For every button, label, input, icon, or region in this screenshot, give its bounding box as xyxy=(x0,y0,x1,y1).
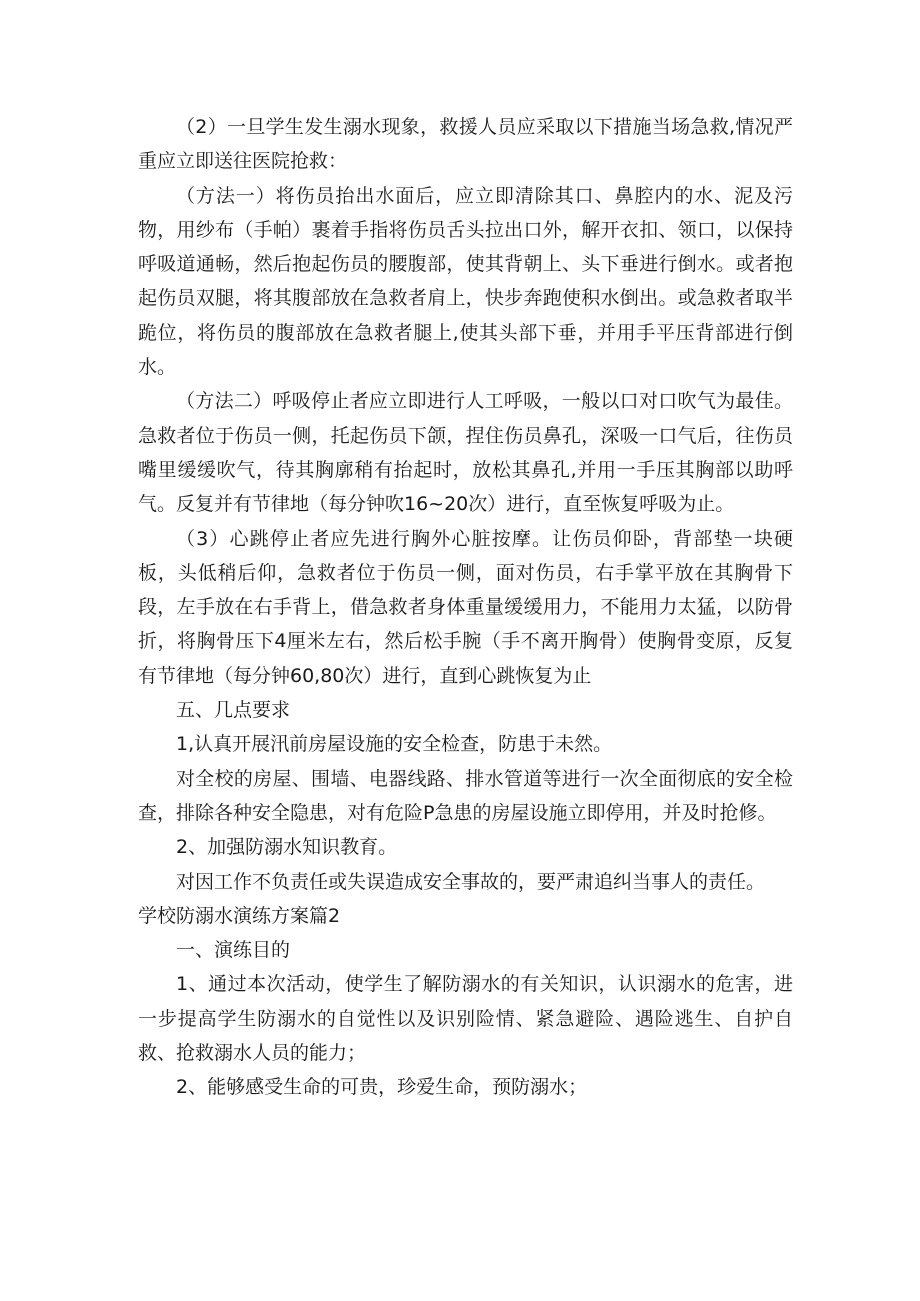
paragraph-rescue-measures: （2）一旦学生发生溺水现象，救援人员应采取以下措施当场急救,情况严重应立即送往医院抢救： xyxy=(138,116,793,173)
document-body xyxy=(138,110,793,1105)
paragraph-purpose-2: 2、能够感受生命的可贵，珍爱生命，预防溺水； xyxy=(176,1076,588,1099)
section-heading-requirements: 五、几点要求 xyxy=(176,699,291,722)
paragraph-safety-inspection: 对全校的房屋、围墙、电器线路、排水管道等进行一次全面彻底的安全检查，排除各种安全隐患，对有危险P急患的房屋设施立即停用，并及时抢修。 xyxy=(138,767,793,824)
paragraph-requirement-2: 2、加强防溺水知识教育。 xyxy=(176,836,398,859)
paragraph-requirement-1: 1,认真开展汛前房屋设施的安全检查，防患于未然。 xyxy=(176,733,613,756)
paragraph-cardiac-massage: （3）心跳停止者应先进行胸外心脏按摩。让伤员仰卧，背部垫一块硬板，头低稍后仰，急救者位于伤员一侧，面对伤员，右手掌平放在其胸骨下段，左手放在右手背上，借急救者身体重量缓缓用力，不能用力太猛，以防骨折，将胸骨压下4厘米左右，然后松手腕（手不离开胸骨）使胸骨变原，反复有节律地（每分钟60,80次）进行，直到心跳恢复为止 xyxy=(138,527,793,687)
paragraph-accountability: 对因工作不负责任或失误造成安全事故的，要严肃追纠当事人的责任。 xyxy=(176,870,766,893)
section-heading-drill-purpose: 一、演练目的 xyxy=(176,939,291,962)
paragraph-method-two: （方法二）呼吸停止者应立即进行人工呼吸，一般以口对口吹气为最佳。急救者位于伤员一侧，托起伤员下颌，捏住伤员鼻孔，深吸一口气后，往伤员嘴里缓缓吹气，待其胸廓稍有抬起时，放松其鼻孔,并用一手压其胸部以助呼气。反复并有节律地（每分钟吹16~20次）进行，直至恢复呼吸为止。 xyxy=(138,390,793,516)
paragraph-method-one: （方法一）将伤员抬出水面后，应立即清除其口、鼻腔内的水、泥及污物，用纱布（手帕）裹着手指将伤员舌头拉出口外，解开衣扣、领口，以保持呼吸道通畅，然后抱起伤员的腰腹部，使其背朝上、头下垂进行倒水。或者抱起伤员双腿，将其腹部放在急救者肩上，快步奔跑使积水倒出。或急救者取半跪位，将伤员的腹部放在急救者腿上,使其头部下垂，并用手平压背部进行倒水。 xyxy=(138,184,793,379)
document-section-title: 学校防溺水演练方案篇2 xyxy=(138,904,341,927)
paragraph-purpose-1: 1、通过本次活动，使学生了解防溺水的有关知识，认识溺水的危害，进一步提高学生防溺水的自觉性以及识别险情、紧急避险、遇险逃生、自护自救、抢救溺水人员的能力； xyxy=(138,973,793,1065)
